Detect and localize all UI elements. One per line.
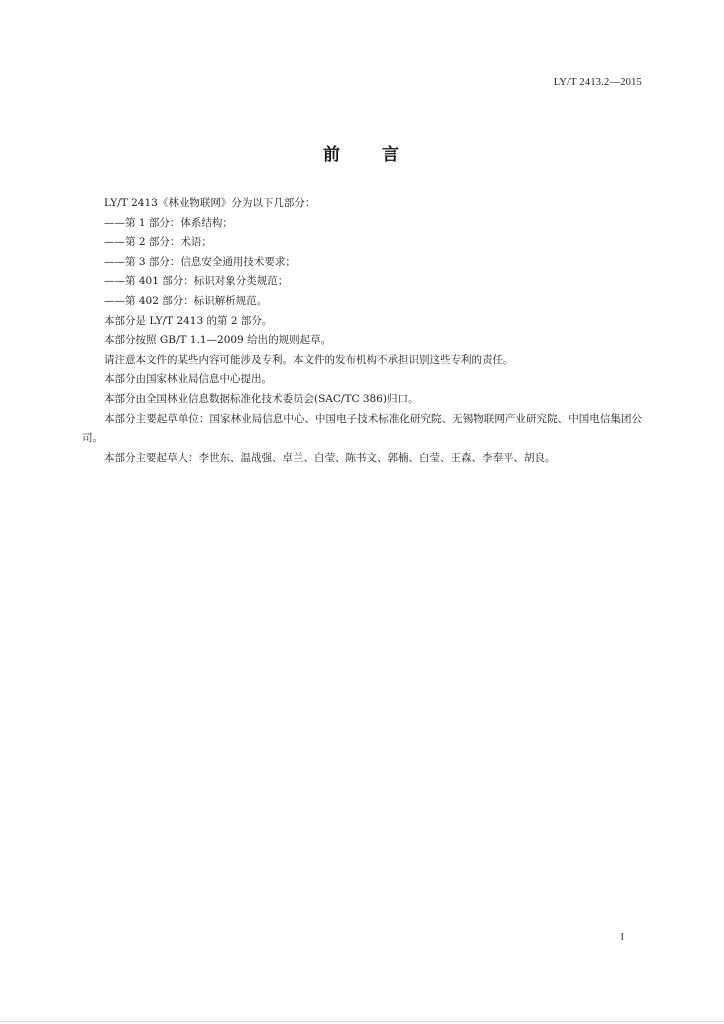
part-item: ——第 3 部分：信息安全通用技术要求； [104, 255, 296, 268]
drafting-units-paragraph: 本部分主要起草单位：国家林业局信息中心、中国电子技术标准化研究院、无锡物联网产业研究院、中国电信集团公司。 [82, 412, 642, 445]
patent-notice-paragraph: 请注意本文件的某些内容可能涉及专利。本文件的发布机构不承担识别这些专利的责任。 [104, 353, 514, 366]
paragraph: 本部分是 LY/T 2413 的第 2 部分。 [104, 314, 273, 327]
document-code: LY/T 2413.2—2015 [553, 77, 642, 88]
part-item: ——第 401 部分：标识对象分类规范； [104, 275, 289, 288]
page-number: I [620, 932, 624, 943]
title-char-2: 言 [382, 145, 401, 165]
paragraph: 本部分由全国林业信息数据标准化技术委员会(SAC/TC 386)归口。 [104, 392, 419, 405]
drafters-paragraph: 本部分主要起草人：李世东、温战强、卓兰、白莹、陈书文、郭楠、白莹、王森、李奉平、胡良。 [104, 451, 556, 464]
part-item: ——第 402 部分：标识解析规范。 [104, 294, 268, 307]
bottom-divider [0, 1021, 724, 1022]
part-item: ——第 2 部分：术语； [104, 236, 212, 249]
foreword-body [82, 194, 642, 468]
page-title [0, 140, 724, 165]
part-item: ——第 1 部分：体系结构； [104, 216, 233, 229]
intro-paragraph: LY/T 2413《林业物联网》分为以下几部分： [104, 197, 316, 209]
title-char-1: 前 [323, 145, 342, 165]
paragraph: 本部分由国家林业局信息中心提出。 [104, 373, 272, 386]
paragraph: 本部分按照 GB/T 1.1—2009 给出的规则起草。 [104, 334, 332, 347]
